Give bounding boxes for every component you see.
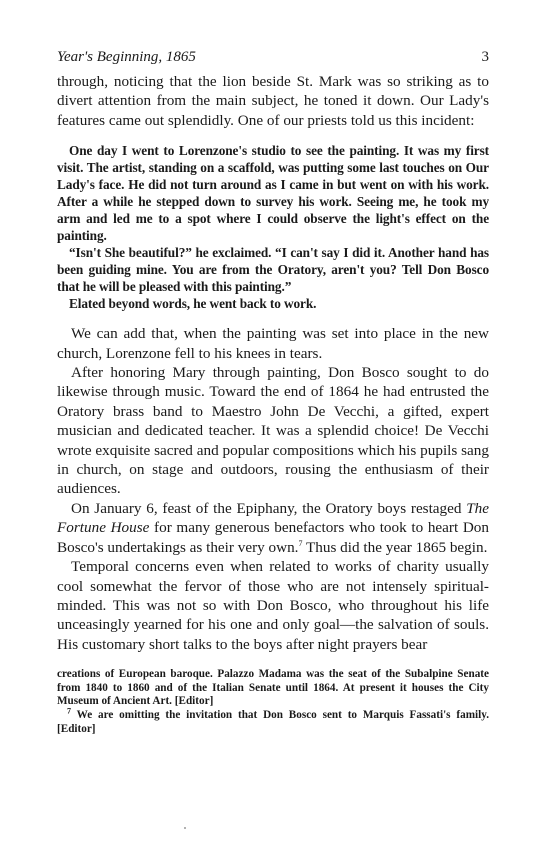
- paragraph-4: [57, 499, 489, 557]
- quote-paragraph-3: Elated beyond words, he went back to work.: [69, 296, 317, 312]
- footnotes: [57, 668, 489, 736]
- paragraph-4-text-a: On January 6, feast of the Epiphany, the Oratory boys restaged: [71, 499, 467, 517]
- paragraph-1: through, noticing that the lion beside St. Mark was so striking as to divert attention from the main subject, he toned it down. Our Lady's features came out splendidly. One of our priests told us this incident:: [57, 73, 489, 129]
- running-head: [57, 48, 489, 66]
- paragraph-4-text-b: for many generous benefactors who took to heart Don Bosco's undertakings as their very own.: [57, 519, 489, 556]
- paragraph-4-text-c: Thus did the year 1865 begin.: [302, 538, 488, 556]
- paragraph-3: After honoring Mary through painting, Don Bosco sought to do likewise through music. Toward the end of 1864 he had entrusted the Oratory brass band to Maestro John De Vecchi, a gifted, expert musician and dedicated teacher. It was a splendid choice! De Vecchi wrote exquisite sacred and popular compositions which his pupils sang in church, on stage and outdoors, rousing the enthusiasm of their audiences.: [57, 364, 489, 498]
- footnote-7: [57, 706, 489, 736]
- quote-paragraph-2: “Isn't She beautiful?” he exclaimed. “I can't say I did it. Another hand has been guiding mine. You are from the Oratory, aren't you? Tell Don Bosco that he will be pleased with this painting.”: [57, 245, 489, 295]
- footnote-7-marker: 7: [67, 706, 71, 716]
- body-text: [57, 72, 489, 654]
- chapter-title: Year's Beginning, 1865: [57, 49, 196, 65]
- block-quote: [57, 142, 489, 312]
- footnote-reference-7[interactable]: 7: [298, 538, 303, 548]
- paragraph-2: We can add that, when the painting was set into place in the new church, Lorenzone fell to his knees in tears.: [57, 325, 489, 362]
- scan-speck: [184, 827, 186, 829]
- play-title: The Fortune House: [57, 499, 489, 537]
- quote-paragraph-1: One day I went to Lorenzone's studio to see the painting. It was my first visit. The artist, standing on a scaffold, was putting some last touches on Our Lady's face. He did not turn around as I came in but went on with his work. After a while he stepped down to survey his work. Seeing me, he took my arm and led me to a spot where I could observe the light's effect on the painting.: [57, 143, 489, 244]
- page-number: 3: [481, 49, 489, 65]
- book-page: [57, 48, 489, 736]
- paragraph-5: Temporal concerns even when related to works of charity usually cool somewhat the fervor of those who are not intensely spiritual-minded. This was not so with Don Bosco, who throughout his life unceasingly yearned for his one and only goal—the salvation of souls. His customary short talks to the boys after night prayers bear: [57, 558, 489, 653]
- footnote-7-text: We are omitting the invitation that Don Bosco sent to Marquis Fassati's family. [Editor]: [57, 708, 489, 735]
- footnote-continued: creations of European baroque. Palazzo Madama was the seat of the Subalpine Senate from 1840 to 1860 and of the Italian Senate until 1864. At present it houses the City Museum of Ancient Art. [Editor]: [57, 668, 489, 708]
